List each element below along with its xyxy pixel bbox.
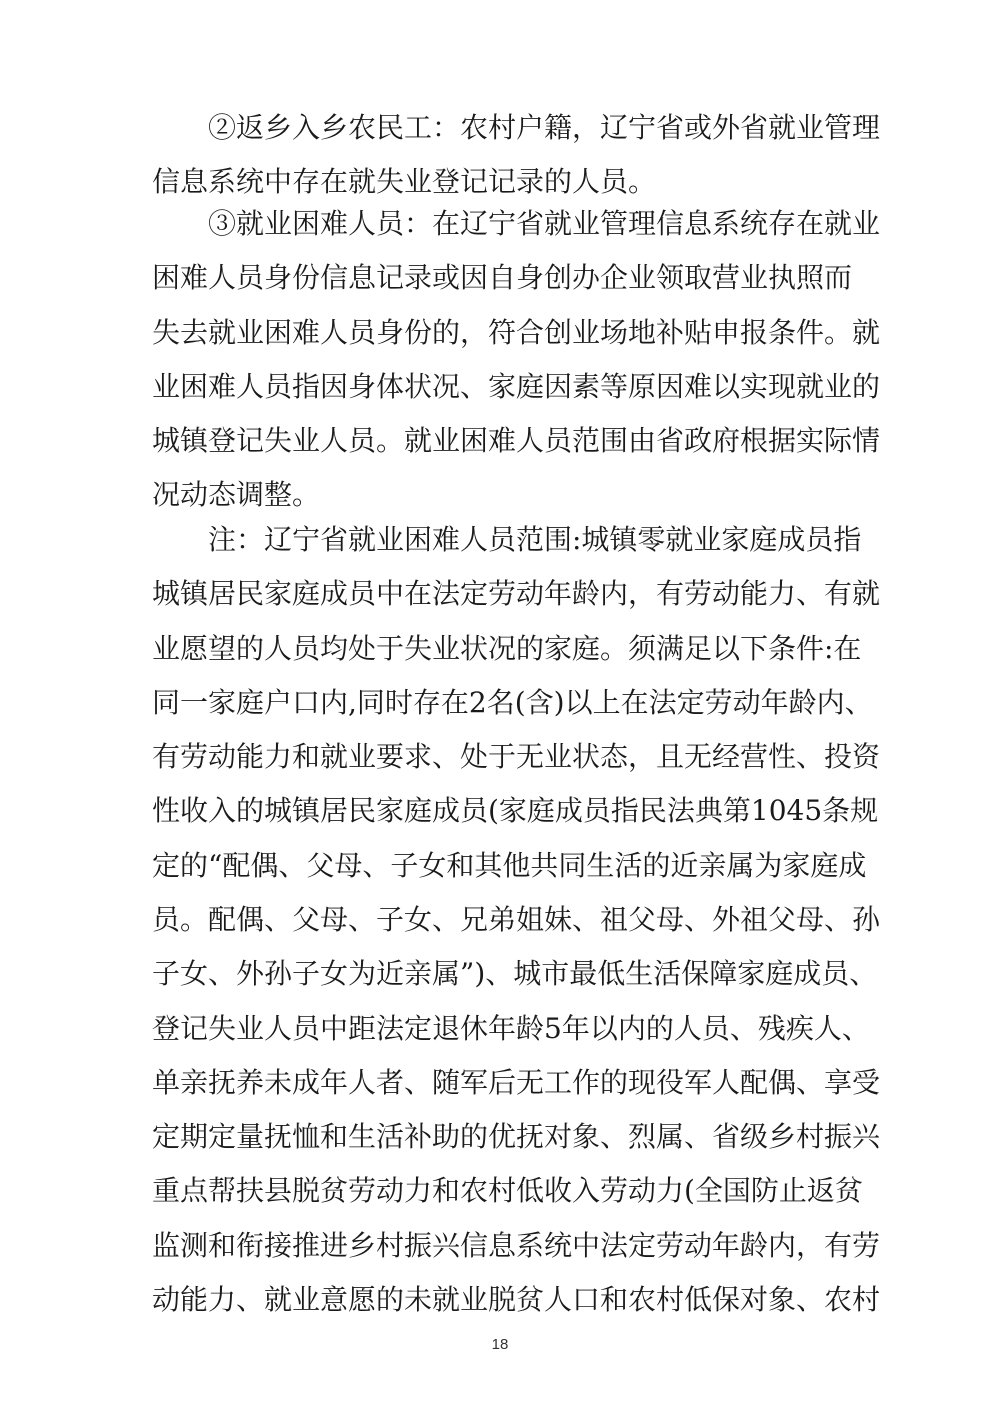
paragraph-line: 城镇居民家庭成员中在法定劳动年龄内，有劳动能力、有就 — [152, 577, 881, 610]
paragraph-line: 动能力、就业意愿的未就业脱贫人口和农村低保对象、农村 — [152, 1283, 881, 1316]
paragraph-line: 登记失业人员中距法定退休年龄5年以内的人员、残疾人、 — [152, 1012, 870, 1045]
paragraph-line: 监测和衔接推进乡村振兴信息系统中法定劳动年龄内，有劳 — [152, 1229, 881, 1262]
paragraph-line: 城镇登记失业人员。就业困难人员范围由省政府根据实际情 — [152, 424, 881, 457]
paragraph-line: 定期定量抚恤和生活补助的优抚对象、烈属、省级乡村振兴 — [152, 1120, 881, 1153]
paragraph-line: 子女、外孙子女为近亲属”)、城市最低生活保障家庭成员、 — [152, 957, 878, 990]
paragraph-line: ②返乡入乡农民工：农村户籍，辽宁省或外省就业管理 — [208, 111, 881, 144]
paragraph-line: 同一家庭户口内,同时存在2名(含)以上在法定劳动年龄内、 — [152, 686, 873, 719]
paragraph-line: 困难人员身份信息记录或因自身创办企业领取营业执照而 — [152, 261, 853, 294]
paragraph-line: 业愿望的人员均处于失业状况的家庭。须满足以下条件:在 — [152, 632, 862, 665]
paragraph-line: 注：辽宁省就业困难人员范围:城镇零就业家庭成员指 — [208, 523, 862, 556]
paragraph-line: 单亲抚养未成年人者、随军后无工作的现役军人配偶、享受 — [152, 1066, 881, 1099]
paragraph-line: 信息系统中存在就失业登记记录的人员。 — [152, 165, 657, 198]
paragraph-line: 员。配偶、父母、子女、兄弟姐妹、祖父母、外祖父母、孙 — [152, 903, 881, 936]
paragraph-line: 定的“配偶、父母、子女和其他共同生活的近亲属为家庭成 — [152, 849, 867, 882]
paragraph-line: ③就业困难人员：在辽宁省就业管理信息系统存在就业 — [208, 207, 881, 240]
paragraph-line: 有劳动能力和就业要求、处于无业状态，且无经营性、投资 — [152, 740, 881, 773]
paragraph-line: 况动态调整。 — [152, 478, 321, 511]
paragraph-line: 失去就业困难人员身份的，符合创业场地补贴申报条件。就 — [152, 316, 881, 349]
paragraph-line: 业困难人员指因身体状况、家庭因素等原因难以实现就业的 — [152, 370, 881, 403]
paragraph-line: 性收入的城镇居民家庭成员(家庭成员指民法典第1045条规 — [152, 794, 879, 827]
paragraph-line: 重点帮扶县脱贫劳动力和农村低收入劳动力(全国防止返贫 — [152, 1174, 863, 1207]
page-number: 18 — [491, 1336, 509, 1353]
